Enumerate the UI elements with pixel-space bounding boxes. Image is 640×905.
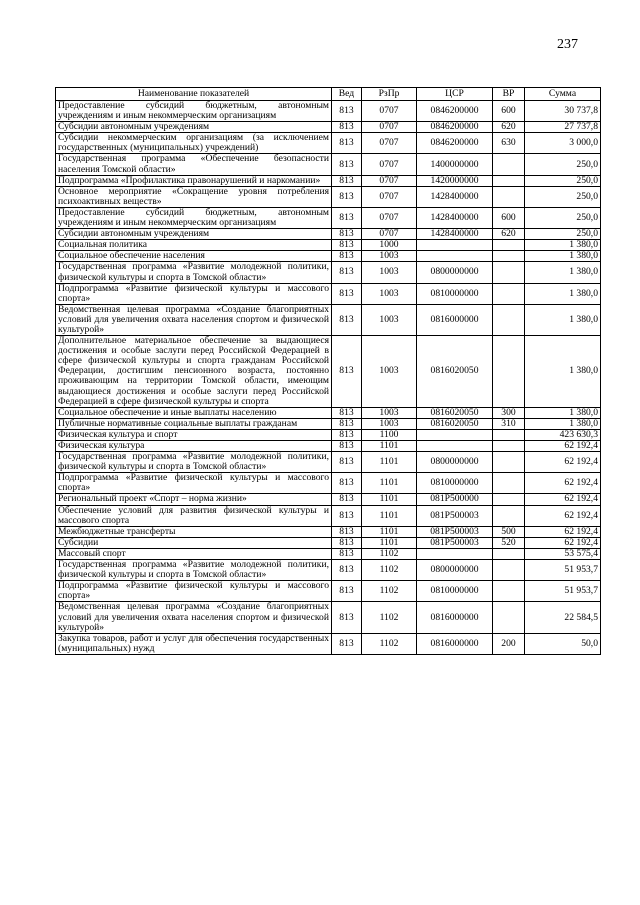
row-sum: 1 380,0 (525, 262, 601, 283)
row-name: Ведомственная целевая программа «Создание благоприятных условий для увеличения охвата населения спортом и физической культурой» (56, 602, 332, 633)
row-ved: 813 (332, 633, 362, 654)
row-csr: 0816000000 (417, 304, 493, 335)
row-vr: 600 (493, 207, 525, 228)
row-vr (493, 494, 525, 505)
row-name: Предоставление субсидий бюджетным, автономным учреждениям и иным некоммерческим организациям (56, 101, 332, 122)
row-name: Социальное обеспечение населения (56, 251, 332, 262)
row-rspr: 1000 (362, 240, 417, 251)
table-row (56, 537, 601, 548)
row-rspr: 0707 (362, 101, 417, 122)
row-rspr: 1102 (362, 602, 417, 633)
row-sum: 1 380,0 (525, 304, 601, 335)
header-sum: Сумма (525, 88, 601, 101)
table-row (56, 240, 601, 251)
row-sum: 62 192,4 (525, 526, 601, 537)
row-vr (493, 154, 525, 175)
row-csr: 0816020050 (417, 336, 493, 408)
row-sum: 1 380,0 (525, 283, 601, 304)
row-rspr: 1101 (362, 505, 417, 526)
row-csr: 0800000000 (417, 452, 493, 473)
header-ved: Вед (332, 88, 362, 101)
row-ved: 813 (332, 304, 362, 335)
table-row (56, 429, 601, 440)
row-name: Государственная программа «Развитие молодежной политики, физической культуры и спорта в Томской области» (56, 262, 332, 283)
row-ved: 813 (332, 473, 362, 494)
row-rspr: 0707 (362, 133, 417, 154)
row-vr (493, 473, 525, 494)
row-sum: 250,0 (525, 175, 601, 186)
row-vr: 520 (493, 537, 525, 548)
row-csr: 0816020050 (417, 418, 493, 429)
row-csr: 0810000000 (417, 473, 493, 494)
row-sum: 51 953,7 (525, 581, 601, 602)
table-row (56, 473, 601, 494)
row-sum: 1 380,0 (525, 251, 601, 262)
row-ved: 813 (332, 452, 362, 473)
row-vr: 200 (493, 633, 525, 654)
row-sum: 62 192,4 (525, 505, 601, 526)
row-name: Субсидии автономным учреждениям (56, 229, 332, 240)
row-rspr: 1101 (362, 494, 417, 505)
row-rspr: 1101 (362, 441, 417, 452)
row-vr (493, 505, 525, 526)
row-name: Физическая культура и спорт (56, 429, 332, 440)
row-sum: 3 000,0 (525, 133, 601, 154)
row-rspr: 0707 (362, 175, 417, 186)
row-rspr: 1102 (362, 633, 417, 654)
row-vr (493, 581, 525, 602)
table-header-row (56, 88, 601, 101)
table-row (56, 407, 601, 418)
row-rspr: 1101 (362, 473, 417, 494)
table-row (56, 251, 601, 262)
row-csr: 0846200000 (417, 122, 493, 133)
row-name: Государственная программа «Развитие молодежной политики, физической культуры и спорта в Томской области» (56, 452, 332, 473)
row-rspr: 0707 (362, 122, 417, 133)
table-row (56, 175, 601, 186)
row-csr (417, 251, 493, 262)
row-csr: 0800000000 (417, 262, 493, 283)
header-csr: ЦСР (417, 88, 493, 101)
row-ved: 813 (332, 581, 362, 602)
row-vr: 620 (493, 229, 525, 240)
row-sum: 62 192,4 (525, 473, 601, 494)
row-csr: 0810000000 (417, 581, 493, 602)
row-ved: 813 (332, 251, 362, 262)
row-ved: 813 (332, 429, 362, 440)
row-name: Межбюджетные трансферты (56, 526, 332, 537)
row-vr: 310 (493, 418, 525, 429)
row-csr: 0846200000 (417, 133, 493, 154)
row-csr (417, 548, 493, 559)
row-sum: 62 192,4 (525, 452, 601, 473)
row-vr (493, 560, 525, 581)
row-sum: 62 192,4 (525, 494, 601, 505)
row-vr: 600 (493, 101, 525, 122)
row-name: Публичные нормативные социальные выплаты гражданам (56, 418, 332, 429)
row-rspr: 1003 (362, 251, 417, 262)
row-csr (417, 240, 493, 251)
table-row (56, 581, 601, 602)
row-csr (417, 429, 493, 440)
table-row (56, 154, 601, 175)
row-sum: 30 737,8 (525, 101, 601, 122)
row-rspr: 1003 (362, 262, 417, 283)
table-row (56, 452, 601, 473)
row-rspr: 0707 (362, 186, 417, 207)
row-name: Государственная программа «Обеспечение безопасности населения Томской области» (56, 154, 332, 175)
row-sum: 250,0 (525, 207, 601, 228)
table-row (56, 526, 601, 537)
table-row (56, 283, 601, 304)
row-rspr: 1101 (362, 452, 417, 473)
row-name: Дополнительное материальное обеспечение за выдающиеся достижения и особые заслуги перед Российской Федерацией в сфере физической культуры и спорта гражданам Российской Федерации, достигшим пенсионного возраста, постоянно проживающим на территории Томской области, имеющим выдающиеся достижения и особые заслуги перед Российской Федерацией в сфере физической культуры и спорта (56, 336, 332, 408)
row-name: Государственная программа «Развитие молодежной политики, физической культуры и спорта в Томской области» (56, 560, 332, 581)
row-csr: 0810000000 (417, 283, 493, 304)
row-csr: 1420000000 (417, 175, 493, 186)
row-rspr: 0707 (362, 154, 417, 175)
row-rspr: 1101 (362, 537, 417, 548)
row-rspr: 1003 (362, 418, 417, 429)
table-row (56, 633, 601, 654)
row-vr (493, 186, 525, 207)
row-sum: 53 575,4 (525, 548, 601, 559)
row-sum: 250,0 (525, 154, 601, 175)
table-row (56, 602, 601, 633)
table-row (56, 560, 601, 581)
row-csr (417, 441, 493, 452)
row-csr: 0816020050 (417, 407, 493, 418)
row-vr: 300 (493, 407, 525, 418)
table-row (56, 336, 601, 408)
row-vr (493, 251, 525, 262)
row-sum: 51 953,7 (525, 560, 601, 581)
row-rspr: 1003 (362, 407, 417, 418)
header-rspr: РзПр (362, 88, 417, 101)
row-name: Подпрограмма «Развитие физической культуры и массового спорта» (56, 581, 332, 602)
row-name: Субсидии автономным учреждениям (56, 122, 332, 133)
row-sum: 1 380,0 (525, 336, 601, 408)
row-sum: 250,0 (525, 229, 601, 240)
row-vr (493, 602, 525, 633)
row-sum: 250,0 (525, 186, 601, 207)
row-ved: 813 (332, 229, 362, 240)
row-ved: 813 (332, 560, 362, 581)
row-name: Подпрограмма «Развитие физической культуры и массового спорта» (56, 473, 332, 494)
row-ved: 813 (332, 526, 362, 537)
row-sum: 1 380,0 (525, 240, 601, 251)
row-ved: 813 (332, 407, 362, 418)
row-ved: 813 (332, 336, 362, 408)
row-sum: 62 192,4 (525, 537, 601, 548)
row-vr (493, 175, 525, 186)
row-name: Субсидии (56, 537, 332, 548)
row-ved: 813 (332, 154, 362, 175)
row-name: Предоставление субсидий бюджетным, автономным учреждениям и иным некоммерческим организациям (56, 207, 332, 228)
row-vr: 620 (493, 122, 525, 133)
row-vr (493, 429, 525, 440)
row-name: Социальное обеспечение и иные выплаты населению (56, 407, 332, 418)
row-csr: 081P500003 (417, 505, 493, 526)
row-name: Обеспечение условий для развития физической культуры и массового спорта (56, 505, 332, 526)
row-rspr: 0707 (362, 207, 417, 228)
row-ved: 813 (332, 418, 362, 429)
row-name: Подпрограмма «Развитие физической культуры и массового спорта» (56, 283, 332, 304)
row-ved: 813 (332, 537, 362, 548)
row-csr: 0816000000 (417, 602, 493, 633)
row-ved: 813 (332, 602, 362, 633)
row-name: Массовый спорт (56, 548, 332, 559)
row-vr (493, 240, 525, 251)
row-name: Закупка товаров, работ и услуг для обеспечения государственных (муниципальных) нужд (56, 633, 332, 654)
row-ved: 813 (332, 505, 362, 526)
row-name: Ведомственная целевая программа «Создание благоприятных условий для увеличения охвата населения спортом и физической культурой» (56, 304, 332, 335)
row-rspr: 1003 (362, 304, 417, 335)
row-csr: 1428400000 (417, 186, 493, 207)
row-rspr: 1003 (362, 283, 417, 304)
row-name: Региональный проект «Спорт – норма жизни» (56, 494, 332, 505)
row-csr: 081P500003 (417, 526, 493, 537)
row-rspr: 1003 (362, 336, 417, 408)
row-ved: 813 (332, 240, 362, 251)
row-ved: 813 (332, 283, 362, 304)
row-sum: 423 630,3 (525, 429, 601, 440)
row-ved: 813 (332, 175, 362, 186)
row-name: Субсидии некоммерческим организациям (за исключением государственных (муниципальных) учреждений) (56, 133, 332, 154)
row-ved: 813 (332, 133, 362, 154)
row-sum: 62 192,4 (525, 441, 601, 452)
row-sum: 50,0 (525, 633, 601, 654)
row-sum: 1 380,0 (525, 407, 601, 418)
table-row (56, 505, 601, 526)
table-row (56, 186, 601, 207)
row-vr (493, 441, 525, 452)
row-rspr: 0707 (362, 229, 417, 240)
row-name: Физическая культура (56, 441, 332, 452)
row-vr: 630 (493, 133, 525, 154)
row-ved: 813 (332, 262, 362, 283)
row-name: Подпрограмма «Профилактика правонарушений и наркомании» (56, 175, 332, 186)
budget-table (55, 87, 601, 655)
row-rspr: 1102 (362, 581, 417, 602)
row-ved: 813 (332, 548, 362, 559)
row-ved: 813 (332, 207, 362, 228)
row-csr: 0846200000 (417, 101, 493, 122)
row-rspr: 1102 (362, 560, 417, 581)
row-rspr: 1101 (362, 526, 417, 537)
row-csr: 1400000000 (417, 154, 493, 175)
row-csr: 0816000000 (417, 633, 493, 654)
row-vr (493, 283, 525, 304)
header-name: Наименование показателей (56, 88, 332, 101)
table-row (56, 207, 601, 228)
row-vr (493, 262, 525, 283)
header-vr: ВР (493, 88, 525, 101)
row-name: Социальная политика (56, 240, 332, 251)
row-csr: 1428400000 (417, 207, 493, 228)
table-row (56, 548, 601, 559)
row-sum: 1 380,0 (525, 418, 601, 429)
table-row (56, 418, 601, 429)
table-row (56, 229, 601, 240)
row-vr (493, 548, 525, 559)
row-rspr: 1100 (362, 429, 417, 440)
row-vr (493, 304, 525, 335)
row-vr (493, 452, 525, 473)
table-row (56, 304, 601, 335)
row-csr: 1428400000 (417, 229, 493, 240)
row-ved: 813 (332, 494, 362, 505)
row-csr: 081P500000 (417, 494, 493, 505)
row-ved: 813 (332, 101, 362, 122)
row-csr: 0800000000 (417, 560, 493, 581)
row-ved: 813 (332, 186, 362, 207)
row-vr (493, 336, 525, 408)
table-row (56, 133, 601, 154)
table-row (56, 122, 601, 133)
table-row (56, 494, 601, 505)
table-row (56, 441, 601, 452)
row-ved: 813 (332, 441, 362, 452)
row-vr: 500 (493, 526, 525, 537)
table-row (56, 101, 601, 122)
row-name: Основное мероприятие «Сокращение уровня потребления психоактивных веществ» (56, 186, 332, 207)
row-ved: 813 (332, 122, 362, 133)
table-row (56, 262, 601, 283)
row-sum: 22 584,5 (525, 602, 601, 633)
row-rspr: 1102 (362, 548, 417, 559)
row-sum: 27 737,8 (525, 122, 601, 133)
page-number: 237 (557, 37, 578, 52)
row-csr: 081P500003 (417, 537, 493, 548)
